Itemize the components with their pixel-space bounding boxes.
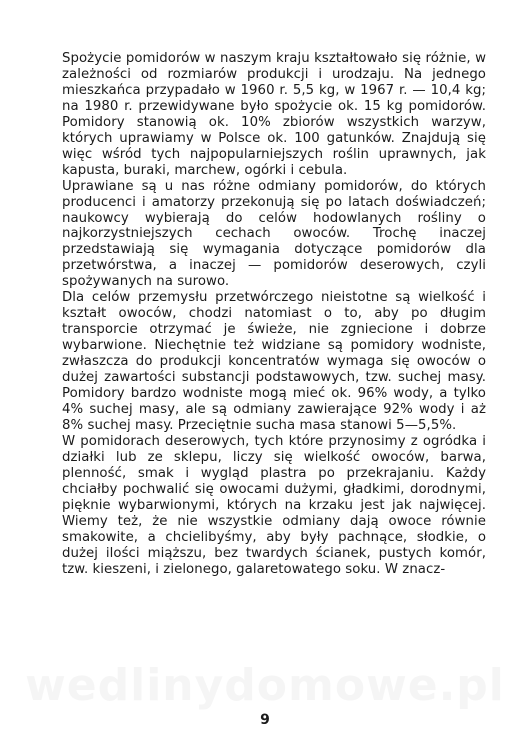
paragraph-3: Dla celów przemysłu przetwórczego nieistotne są wielkość i kształt owoców, chodzi natomiast o to, aby po długim transporcie otrzymać je świeże, nie zgniecione i dobrze wybarwione. Niechętnie też widziane są pomidory wodniste, zwłaszcza do produkcji koncentratów wymaga się owoców o dużej zawartości substancji podstawowych, tzw. suchej masy. Pomidory bardzo wodniste mogą mieć ok. 96% wody, a tylko 4% suchej masy, ale są odmiany zawierające 92% wody i aż 8% suchej masy. Przeciętnie sucha masa stanowi 5—5,5%. [62, 290, 486, 433]
paragraph-4: W pomidorach deserowych, tych które przynosimy z ogródka i działki lub ze sklepu, liczy się wielkość owoców, barwa, plenność, smak i wygląd plastra po przekrajaniu. Każdy chciałby pochwalić się owocami dużymi, gładkimi, dorodnymi, pięknie wybarwionymi, których na krzaku jest jak najwięcej. Wiemy też, że nie wszystkie odmiany dają owoce równie smakowite, a chcielibyśmy, aby były pachnące, słodkie, o dużej ilości miąższu, bez twardych ścianek, pustych komór, tzw. kieszeni, i zielonego, galaretowatego soku. W znacz- [62, 433, 486, 577]
watermark-logo: wedlinydomowe.pl [25, 660, 505, 711]
paragraph-1: Spożycie pomidorów w naszym kraju kształtowało się różnie, w zależności od rozmiarów produkcji i urodzaju. Na jednego mieszkańca przypadało w 1960 r. 5,5 kg, w 1967 r. — 10,4 kg; na 1980 r. przewidywane było spożycie ok. 15 kg pomidorów. Pomidory stanowią ok. 10% zbiorów wszystkich warzyw, których uprawiamy w Polsce ok. 100 gatunków. Znajdują się więc wśród tych najpopularniejszych roślin uprawnych, jak kapusta, buraki, marchew, ogórki i cebula. [62, 51, 486, 178]
paragraph-2: Uprawiane są u nas różne odmiany pomidorów, do których producenci i amatorzy przekonują się po latach doświadczeń; naukowcy wybierają do celów hodowlanych rośliny o najkorzystniejszych cechach owoców. Trochę inaczej przedstawiają się wymagania dotyczące pomidorów dla przetwórstwa, a inaczej — pomidorów deserowych, czyli spożywanych na surowo. [62, 178, 486, 290]
body-text [62, 51, 486, 577]
page-number: 9 [260, 712, 270, 728]
